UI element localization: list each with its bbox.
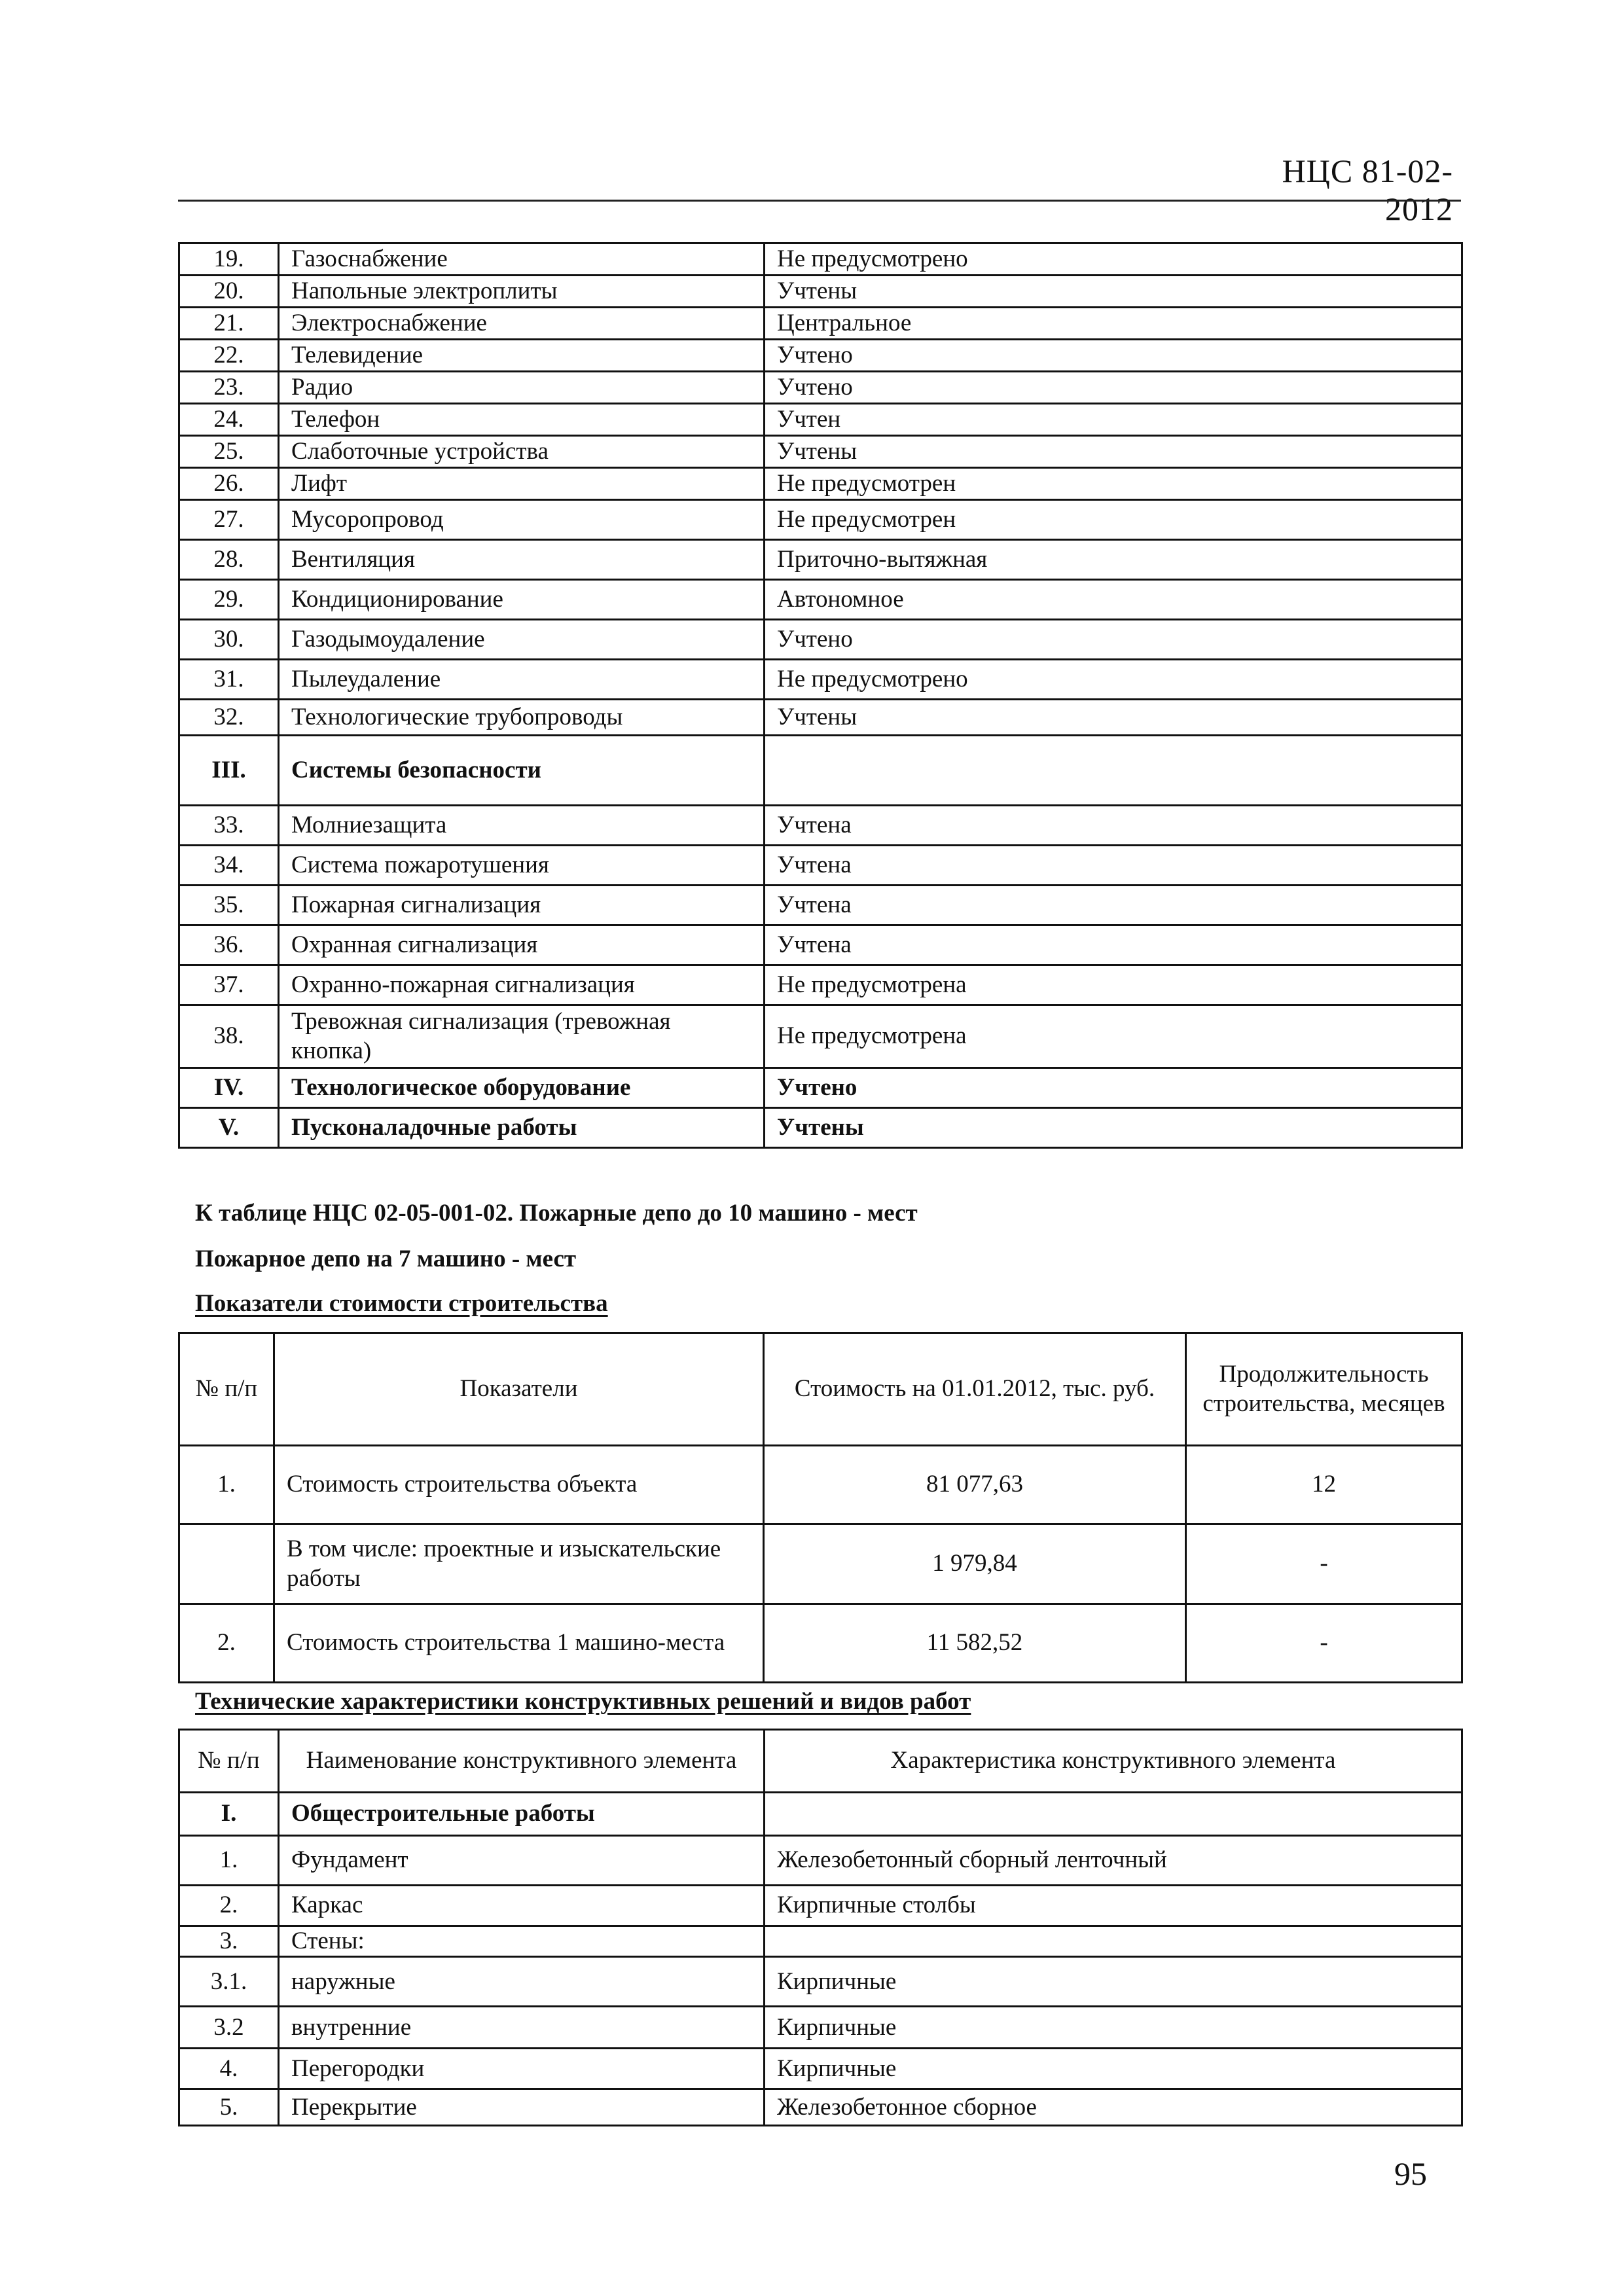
row-number: 23.: [179, 372, 279, 404]
row-number: 2.: [179, 1886, 279, 1926]
table-reference-heading: К таблице НЦС 02-05-001-02. Пожарные депо до 10 машино - мест: [195, 1200, 918, 1227]
row-number: 26.: [179, 468, 279, 500]
row-value: Учтены: [765, 700, 1462, 736]
row-characteristic: Железобетонный сборный ленточный: [765, 1836, 1462, 1886]
row-name: Слаботочные устройства: [279, 436, 765, 468]
table-row: [179, 436, 1462, 468]
row-number: 19.: [179, 243, 279, 276]
row-name: Пусконаладочные работы: [279, 1108, 765, 1148]
row-number: 3.: [179, 1926, 279, 1957]
row-number: 28.: [179, 540, 279, 580]
row-name: Кондиционирование: [279, 580, 765, 620]
table-row: [179, 660, 1462, 700]
row-value: Центральное: [765, 308, 1462, 340]
table-row: [179, 340, 1462, 372]
table-row: [179, 806, 1462, 846]
row-name: Электроснабжение: [279, 308, 765, 340]
table-row: [179, 925, 1462, 965]
row-characteristic: [765, 1926, 1462, 1957]
row-cost: 11 582,52: [764, 1604, 1186, 1683]
tech-characteristics-table: [178, 1729, 1463, 2126]
cost-header-cost: Стоимость на 01.01.2012, тыс. руб.: [764, 1333, 1186, 1446]
tech-header-characteristic: Характеристика конструктивного элемента: [765, 1730, 1462, 1793]
row-name: Телевидение: [279, 340, 765, 372]
row-name: Телефон: [279, 404, 765, 436]
row-value: Учтено: [765, 372, 1462, 404]
table-row: [179, 1604, 1462, 1683]
row-number: III.: [179, 736, 279, 806]
row-value: Не предусмотрен: [765, 500, 1462, 540]
row-value: Не предусмотрена: [765, 965, 1462, 1005]
tech-header-element: Наименование конструктивного элемента: [279, 1730, 765, 1793]
table-row: [179, 404, 1462, 436]
cost-header-indicator: Показатели: [274, 1333, 764, 1446]
row-value: Автономное: [765, 580, 1462, 620]
table-row: [179, 2007, 1462, 2049]
row-value: Не предусмотрена: [765, 1005, 1462, 1068]
row-number: 37.: [179, 965, 279, 1005]
row-name: Вентиляция: [279, 540, 765, 580]
table-row: [179, 1886, 1462, 1926]
cost-indicators-caption: Показатели стоимости строительства: [195, 1290, 608, 1317]
row-name: Охранно-пожарная сигнализация: [279, 965, 765, 1005]
table-row: [179, 1108, 1462, 1148]
row-value: Приточно-вытяжная: [765, 540, 1462, 580]
row-number: 33.: [179, 806, 279, 846]
row-element: внутренние: [279, 2007, 765, 2049]
row-name: Технологические трубопроводы: [279, 700, 765, 736]
row-number: 5.: [179, 2089, 279, 2126]
row-element: наружные: [279, 1957, 765, 2007]
row-number: 36.: [179, 925, 279, 965]
table-row: [179, 620, 1462, 660]
table-row: [179, 846, 1462, 886]
row-element: Перегородки: [279, 2049, 765, 2089]
row-number: 20.: [179, 276, 279, 308]
table-row: [179, 1926, 1462, 1957]
row-duration: -: [1186, 1524, 1462, 1604]
row-value: Учтена: [765, 846, 1462, 886]
table-row: [179, 1068, 1462, 1108]
row-characteristic: Кирпичные: [765, 2049, 1462, 2089]
table-row: [179, 468, 1462, 500]
object-name-heading: Пожарное депо на 7 машино - мест: [195, 1246, 577, 1272]
tech-header-num: № п/п: [179, 1730, 279, 1793]
table-row: [179, 500, 1462, 540]
row-element: Фундамент: [279, 1836, 765, 1886]
row-element: Перекрытие: [279, 2089, 765, 2126]
row-number: 1.: [179, 1836, 279, 1886]
row-name: Пожарная сигнализация: [279, 886, 765, 925]
row-number: 1.: [179, 1446, 274, 1524]
table-row: [179, 1793, 1462, 1836]
row-value: Учтен: [765, 404, 1462, 436]
table-row: [179, 2089, 1462, 2126]
row-number: 4.: [179, 2049, 279, 2089]
row-characteristic: Железобетонное сборное: [765, 2089, 1462, 2126]
row-value: Учтена: [765, 886, 1462, 925]
row-value: [765, 736, 1462, 806]
row-number: 24.: [179, 404, 279, 436]
row-value: Учтено: [765, 620, 1462, 660]
table-row: [179, 580, 1462, 620]
table-row: [179, 736, 1462, 806]
row-number: 25.: [179, 436, 279, 468]
table-row: [179, 243, 1462, 276]
table-row: [179, 1005, 1462, 1068]
row-number: 3.1.: [179, 1957, 279, 2007]
row-number: IV.: [179, 1068, 279, 1108]
row-number: [179, 1524, 274, 1604]
row-number: 29.: [179, 580, 279, 620]
row-value: Учтены: [765, 436, 1462, 468]
row-number: 3.2: [179, 2007, 279, 2049]
cost-header-duration: Продолжительность строительства, месяцев: [1186, 1333, 1462, 1446]
systems-table: [178, 242, 1463, 1149]
table-row: [179, 886, 1462, 925]
row-cost: 81 077,63: [764, 1446, 1186, 1524]
row-indicator: Стоимость строительства 1 машино-места: [274, 1604, 764, 1683]
row-element: Общестроительные работы: [279, 1793, 765, 1836]
row-number: 31.: [179, 660, 279, 700]
row-value: Учтены: [765, 1108, 1462, 1148]
row-name: Газодымоудаление: [279, 620, 765, 660]
table-row: [179, 1836, 1462, 1886]
row-number: 34.: [179, 846, 279, 886]
row-name: Охранная сигнализация: [279, 925, 765, 965]
row-name: Система пожаротушения: [279, 846, 765, 886]
row-name: Технологическое оборудование: [279, 1068, 765, 1108]
row-number: V.: [179, 1108, 279, 1148]
row-value: Учтена: [765, 925, 1462, 965]
table-row: [179, 372, 1462, 404]
row-characteristic: Кирпичные: [765, 2007, 1462, 2049]
row-element: Каркас: [279, 1886, 765, 1926]
table-row: [179, 308, 1462, 340]
row-number: 32.: [179, 700, 279, 736]
row-number: 30.: [179, 620, 279, 660]
row-value: Учтено: [765, 340, 1462, 372]
row-name: Молниезащита: [279, 806, 765, 846]
row-number: 2.: [179, 1604, 274, 1683]
row-number: 22.: [179, 340, 279, 372]
row-number: 27.: [179, 500, 279, 540]
page-number: 95: [1394, 2155, 1427, 2192]
table-row: [179, 700, 1462, 736]
row-indicator: В том числе: проектные и изыскательские работы: [274, 1524, 764, 1604]
table-row: [179, 1957, 1462, 2007]
row-indicator: Стоимость строительства объекта: [274, 1446, 764, 1524]
row-characteristic: [765, 1793, 1462, 1836]
table-row: [179, 2049, 1462, 2089]
row-number: I.: [179, 1793, 279, 1836]
row-name: Системы безопасности: [279, 736, 765, 806]
row-value: Учтена: [765, 806, 1462, 846]
table-row: [179, 1524, 1462, 1604]
row-value: Учтено: [765, 1068, 1462, 1108]
table-row: [179, 1446, 1462, 1524]
row-name: Мусоропровод: [279, 500, 765, 540]
cost-header-num: № п/п: [179, 1333, 274, 1446]
table-row: [179, 540, 1462, 580]
row-value: Не предусмотрено: [765, 243, 1462, 276]
header-divider: [178, 200, 1461, 202]
row-name: Тревожная сигнализация (тревожная кнопка): [279, 1005, 765, 1068]
row-value: Не предусмотрено: [765, 660, 1462, 700]
row-name: Напольные электроплиты: [279, 276, 765, 308]
row-duration: 12: [1186, 1446, 1462, 1524]
row-number: 38.: [179, 1005, 279, 1068]
row-value: Не предусмотрен: [765, 468, 1462, 500]
row-name: Пылеудаление: [279, 660, 765, 700]
row-number: 35.: [179, 886, 279, 925]
row-duration: -: [1186, 1604, 1462, 1683]
tech-characteristics-caption: Технические характеристики конструктивных решений и видов работ: [195, 1688, 971, 1715]
row-name: Лифт: [279, 468, 765, 500]
row-characteristic: Кирпичные столбы: [765, 1886, 1462, 1926]
cost-indicators-table: [178, 1332, 1463, 1683]
table-row: [179, 965, 1462, 1005]
document-code: НЦС 81-02-2012: [1282, 152, 1453, 227]
row-characteristic: Кирпичные: [765, 1957, 1462, 2007]
row-number: 21.: [179, 308, 279, 340]
row-name: Газоснабжение: [279, 243, 765, 276]
row-cost: 1 979,84: [764, 1524, 1186, 1604]
row-value: Учтены: [765, 276, 1462, 308]
table-row: [179, 276, 1462, 308]
row-element: Стены:: [279, 1926, 765, 1957]
row-name: Радио: [279, 372, 765, 404]
